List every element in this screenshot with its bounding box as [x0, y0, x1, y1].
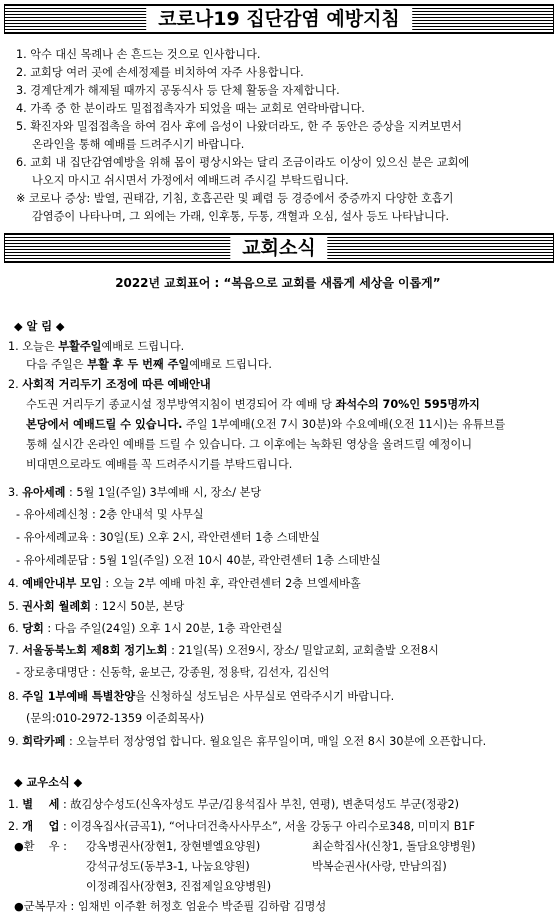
notice-item-9 — [8, 733, 486, 751]
notice-text: 예배로 드립니다. — [101, 340, 185, 353]
notice-text: : 12시 50분, 본당 — [91, 600, 185, 613]
notice-number: 7. — [8, 644, 19, 657]
patient-entry: 강옥병권사(장현1, 장현벧엘요양원) — [86, 840, 261, 853]
patient-entry: 강석규성도(동부3-1, 나눔요양원) — [86, 860, 250, 873]
notice-title: 당회 — [22, 622, 44, 635]
member-colon: : — [63, 840, 67, 853]
church-news-title: 교회소식 — [230, 235, 327, 261]
notice-text: 오늘은 — [22, 340, 59, 353]
notice-contact: (문의:010-2972-1359 이준희목사) — [26, 712, 205, 725]
guideline-item-cont: 온라인을 통해 예배를 드려주시기 바랍니다. — [32, 138, 245, 151]
church-news-header-bar — [4, 233, 554, 263]
notice-item-7 — [8, 642, 439, 660]
notice-text: : 오늘 2부 예배 마친 후, 곽안련센터 2층 브엘세바홀 — [101, 577, 361, 590]
notice-text: : 오늘부터 정상영업 합니다. 월요일은 휴무일이며, 매일 오전 8시 30분에 오픈합니다. — [65, 735, 487, 748]
notice-number: 9. — [8, 735, 19, 748]
notice-item-2-line — [26, 396, 480, 414]
notice-item-6 — [8, 620, 282, 638]
notice-item-3 — [8, 484, 261, 502]
notice-item-1-cont — [26, 356, 272, 374]
notice-number: 2. — [8, 378, 19, 391]
notice-text: 수도권 거리두기 종교시설 정부방역지침이 변경되어 각 예배 당 — [26, 398, 336, 411]
notice-text: : 다음 주일(24일) 오후 1시 20분, 1층 곽안련실 — [43, 622, 283, 635]
notice-title: 유아세례 — [22, 486, 66, 499]
military-service-list: ●군복무자 : 임채빈 이주환 허정호 엄윤수 박준필 김하람 김명성 — [14, 900, 327, 913]
notice-title: 주일 1부예배 특별찬양 — [22, 690, 136, 703]
notice-number: 3. — [8, 486, 19, 499]
guideline-item: 1. 악수 대신 목례나 손 흔드는 것으로 인사합니다. — [16, 48, 261, 61]
guideline-item: 2. 교회당 여러 곳에 손세정제를 비치하여 자주 사용합니다. — [16, 66, 304, 79]
member-label: 개 업 — [22, 820, 60, 833]
notice-emphasis: 부활주일 — [58, 340, 102, 353]
guideline-item: 5. 확진자와 밀접접촉을 하여 검사 후에 음성이 나왔더라도, 한 주 동안은 증상을 지켜보면서 — [16, 120, 462, 133]
member-number: 2. — [8, 820, 19, 833]
church-motto: 2022년 교회표어 : “복음으로 교회를 새롭게 세상을 이롭게” — [115, 276, 441, 290]
member-item-1 — [8, 796, 459, 814]
guideline-item: 4. 가족 중 한 분이라도 밀접접촉자가 되었을 때는 교회로 연락바랍니다. — [16, 102, 365, 115]
notice-item-8 — [8, 688, 394, 706]
guideline-item-cont: 나오지 마시고 쉬시면서 가정에서 예배드려 주시길 부탁드립니다. — [32, 174, 349, 187]
notice-title: 사회적 거리두기 조정에 따른 예배안내 — [22, 378, 211, 391]
notice-item-2-line: 비대면으로라도 예배를 꼭 드려주시기를 부탁드립니다. — [26, 458, 293, 471]
member-label: 별 세 — [22, 798, 60, 811]
symptom-note-cont: 감염증이 나타나며, 그 외에는 가래, 인후통, 두통, 객혈과 오심, 설사 등도 나타납니다. — [32, 210, 450, 223]
notice-item-2-line — [26, 416, 505, 434]
notice-title: 희락카페 — [22, 735, 66, 748]
notice-subitem: - 유아세례교육 : 30일(토) 오후 2시, 곽안련센터 1층 스데반실 — [16, 531, 320, 544]
notice-subitem: - 유아세례문답 : 5월 1일(주일) 오전 10시 40분, 곽안련센터 1층 스데반실 — [16, 554, 381, 567]
covid-header-bar — [4, 4, 554, 34]
patient-entry: 최순학집사(신창1, 돌담요양병원) — [312, 840, 476, 853]
notice-emphasis: 좌석수의 70%인 595명까지 — [335, 398, 480, 411]
covid-guidelines-title: 코로나19 집단감염 예방지침 — [146, 6, 412, 32]
notice-title: 서울동북노회 제8회 정기노회 — [22, 644, 168, 657]
notice-item-1 — [8, 338, 184, 356]
notice-item-5 — [8, 598, 184, 616]
notice-number: 6. — [8, 622, 19, 635]
member-text: : 이경옥집사(금곡1), “어나더건축사사무소”, 서울 강동구 아리수로348, 미미지 B1F — [63, 820, 475, 833]
notice-emphasis: 본당에서 예배드릴 수 있습니다. — [26, 418, 183, 431]
patient-entry: 박복순권사(사랑, 만남의집) — [312, 860, 447, 873]
patient-entry: 이정례집사(장현3, 진접제일요양병원) — [86, 880, 272, 893]
notice-text: : 5월 1일(주일) 3부예배 시, 장소/ 본당 — [65, 486, 262, 499]
notice-subitem: - 장로총대명단 : 신동학, 윤보근, 강종원, 정용탁, 김선자, 김신억 — [16, 666, 330, 679]
member-news-heading: ◆ 교우소식 ◆ — [14, 776, 83, 789]
notice-text: 다음 주일은 — [26, 358, 88, 371]
notice-number: 8. — [8, 690, 19, 703]
notice-subitem: - 유아세례신청 : 2층 안내석 및 사무실 — [16, 508, 204, 521]
notice-title: 권사회 월례회 — [22, 600, 91, 613]
patients-label — [14, 838, 67, 856]
notice-text: 예배로 드립니다. — [189, 358, 272, 371]
notice-number: 4. — [8, 577, 19, 590]
notice-emphasis: 부활 후 두 번째 주일 — [87, 358, 190, 371]
notice-heading: ◆ 알 림 ◆ — [14, 320, 65, 333]
guideline-item: 3. 경계단계가 해제될 때까지 공동식사 등 단체 활동을 자제합니다. — [16, 84, 340, 97]
member-item-2 — [8, 818, 475, 836]
guideline-item: 6. 교회 내 집단감염예방을 위해 몸이 평상시와는 달리 조금이라도 이상이 있으신 분은 교회에 — [16, 156, 470, 169]
member-text: : 故김상수성도(신옥자성도 부군/김용석집사 부친, 연평), 변춘덕성도 부군(정광2) — [63, 798, 459, 811]
notice-item-4 — [8, 575, 361, 593]
notice-number: 5. — [8, 600, 19, 613]
member-label: ●환 우 — [14, 840, 60, 853]
notice-item-2-line: 통해 실시간 온라인 예배를 드릴 수 있습니다. 그 이후에는 녹화된 영상을 올려드릴 예정이니 — [26, 438, 473, 451]
notice-text: 을 신청하실 성도님은 사무실로 연락주시기 바랍니다. — [135, 690, 395, 703]
notice-number: 1. — [8, 340, 19, 353]
notice-text: : 21일(목) 오전9시, 장소/ 밀알교회, 교회출발 오전8시 — [167, 644, 439, 657]
symptom-note: ※ 코로나 증상: 발열, 권태감, 기침, 호흡곤란 및 폐렴 등 경증에서 중증까지 다양한 호흡기 — [16, 192, 454, 205]
notice-text: 주일 1부예배(오전 7시 30분)와 수요예배(오전 11시)는 유튜브를 — [182, 418, 506, 431]
notice-title: 예배안내부 모임 — [22, 577, 102, 590]
notice-item-2 — [8, 376, 211, 394]
member-number: 1. — [8, 798, 19, 811]
